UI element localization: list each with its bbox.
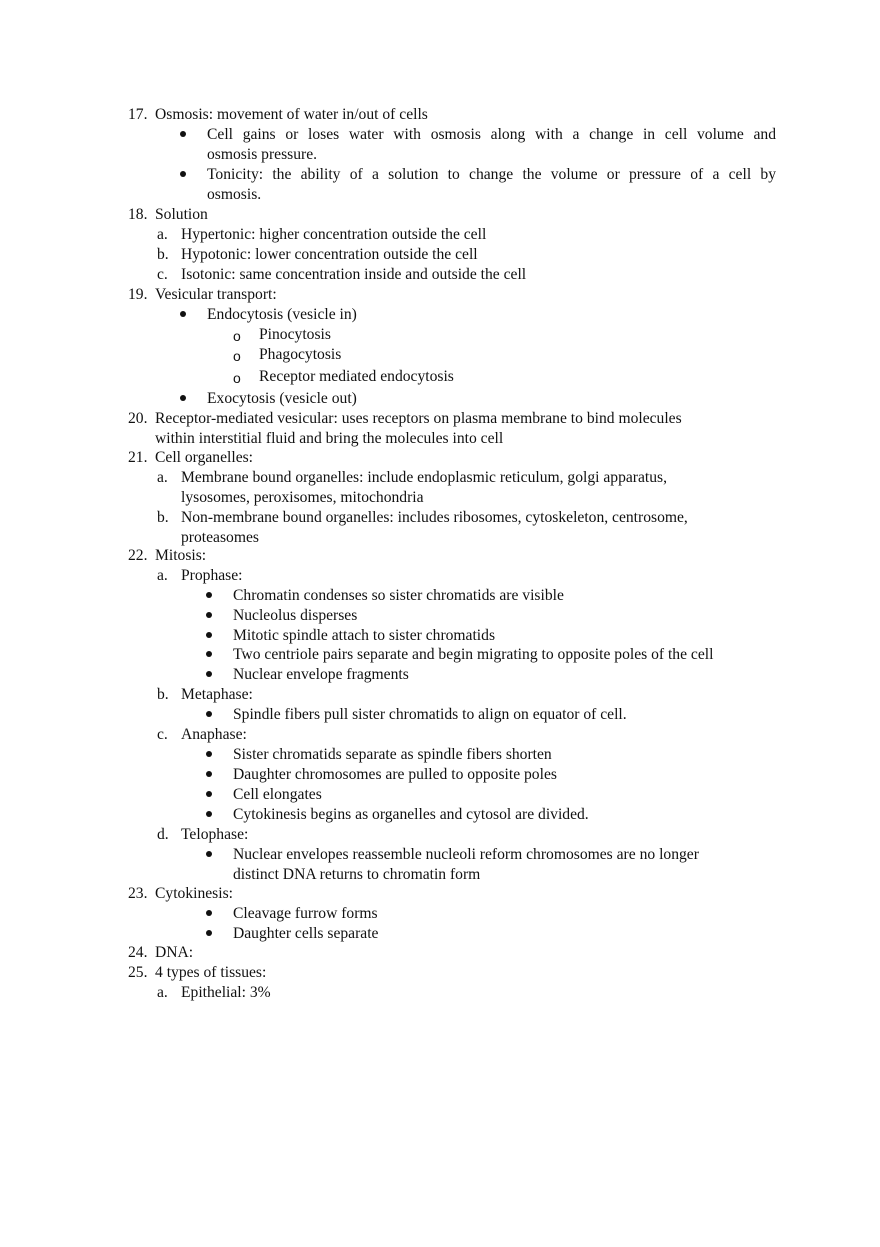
- bullet-icon: [206, 651, 212, 657]
- item-text: 4 types of tissues:: [155, 964, 267, 981]
- item-text: Mitosis:: [155, 547, 207, 564]
- bullet-text: Chromatin condenses so sister chromatids are visible: [233, 587, 564, 604]
- item-number: 22.: [128, 547, 148, 564]
- sub-text: Membrane bound organelles: include endoplasmic reticulum, golgi apparatus,: [181, 469, 668, 486]
- bullet-text: osmosis pressure.: [207, 146, 318, 163]
- bullet-text: Spindle fibers pull sister chromatids to align on equator of cell.: [233, 706, 627, 723]
- sub-letter: b.: [157, 686, 169, 703]
- bullet-icon: [180, 131, 186, 137]
- bullet-text: Daughter chromosomes are pulled to opposite poles: [233, 766, 557, 783]
- sub-text: Non-membrane bound organelles: includes ribosomes, cytoskeleton, centrosome,: [181, 509, 688, 526]
- item-text: Cell organelles:: [155, 449, 254, 466]
- bullet-text: Daughter cells separate: [233, 925, 379, 942]
- sub-text: Hypotonic: lower concentration outside the cell: [181, 246, 478, 263]
- bullet-icon: [206, 771, 212, 777]
- bullet-text: Two centriole pairs separate and begin migrating to opposite poles of the cell: [233, 646, 714, 663]
- bullet-text: Nuclear envelope fragments: [233, 666, 409, 683]
- bullet-icon: [206, 711, 212, 717]
- bullet-text: Tonicity: the ability of a solution to change the volume or pressure of a cell by: [207, 166, 776, 183]
- item-number: 24.: [128, 944, 148, 961]
- sub-text: Isotonic: same concentration inside and outside the cell: [181, 266, 527, 283]
- sub-text: Metaphase:: [181, 686, 253, 703]
- sub-letter: a.: [157, 984, 168, 1001]
- sub-letter: c.: [157, 266, 168, 283]
- item-number: 19.: [128, 286, 148, 303]
- circle-bullet-icon: o: [233, 348, 241, 364]
- sub-text: Prophase:: [181, 567, 243, 584]
- bullet-text: Cleavage furrow forms: [233, 905, 378, 922]
- sub-bullet-text: Receptor mediated endocytosis: [259, 368, 454, 385]
- item-text: Receptor-mediated vesicular: uses receptors on plasma membrane to bind molecules: [155, 410, 682, 427]
- item-text: Cytokinesis:: [155, 885, 233, 902]
- bullet-text: Endocytosis (vesicle in): [207, 306, 357, 323]
- sub-letter: d.: [157, 826, 169, 843]
- item-text: Solution: [155, 206, 208, 223]
- item-number: 23.: [128, 885, 148, 902]
- sub-letter: b.: [157, 246, 169, 263]
- sub-text: lysosomes, peroxisomes, mitochondria: [181, 489, 424, 506]
- sub-letter: a.: [157, 226, 168, 243]
- bullet-text: Nucleolus disperses: [233, 607, 358, 624]
- sub-bullet-text: Pinocytosis: [259, 326, 331, 343]
- bullet-text: Exocytosis (vesicle out): [207, 390, 357, 407]
- item-number: 20.: [128, 410, 148, 427]
- bullet-text: Mitotic spindle attach to sister chromatids: [233, 627, 496, 644]
- bullet-text: Cell gains or loses water with osmosis along with a change in cell volume and: [207, 126, 776, 143]
- circle-bullet-icon: o: [233, 328, 241, 344]
- item-text: Osmosis: movement of water in/out of cells: [155, 106, 428, 123]
- item-number: 18.: [128, 206, 148, 223]
- bullet-icon: [206, 851, 212, 857]
- bullet-icon: [206, 592, 212, 598]
- sub-letter: b.: [157, 509, 169, 526]
- bullet-text: osmosis.: [207, 186, 262, 203]
- sub-text: proteasomes: [181, 529, 259, 546]
- bullet-icon: [206, 811, 212, 817]
- item-text: Vesicular transport:: [155, 286, 277, 303]
- item-number: 17.: [128, 106, 148, 123]
- bullet-text: Cell elongates: [233, 786, 322, 803]
- bullet-icon: [206, 612, 212, 618]
- sub-text: Epithelial: 3%: [181, 984, 271, 1001]
- bullet-icon: [206, 632, 212, 638]
- item-number: 21.: [128, 449, 148, 466]
- sub-text: Telophase:: [181, 826, 249, 843]
- item-text: within interstitial fluid and bring the molecules into cell: [155, 430, 504, 447]
- bullet-icon: [180, 171, 186, 177]
- bullet-icon: [180, 395, 186, 401]
- bullet-text: Nuclear envelopes reassemble nucleoli reform chromosomes are no longer: [233, 846, 699, 863]
- bullet-icon: [206, 791, 212, 797]
- bullet-icon: [180, 311, 186, 317]
- bullet-icon: [206, 671, 212, 677]
- item-text: DNA:: [155, 944, 194, 961]
- bullet-icon: [206, 751, 212, 757]
- item-number: 25.: [128, 964, 148, 981]
- sub-bullet-text: Phagocytosis: [259, 346, 342, 363]
- bullet-text: Cytokinesis begins as organelles and cytosol are divided.: [233, 806, 589, 823]
- sub-letter: c.: [157, 726, 168, 743]
- sub-text: Hypertonic: higher concentration outside the cell: [181, 226, 487, 243]
- bullet-text: distinct DNA returns to chromatin form: [233, 866, 481, 883]
- bullet-text: Sister chromatids separate as spindle fibers shorten: [233, 746, 552, 763]
- circle-bullet-icon: o: [233, 370, 241, 386]
- bullet-icon: [206, 930, 212, 936]
- bullet-icon: [206, 910, 212, 916]
- sub-letter: a.: [157, 567, 168, 584]
- sub-letter: a.: [157, 469, 168, 486]
- sub-text: Anaphase:: [181, 726, 247, 743]
